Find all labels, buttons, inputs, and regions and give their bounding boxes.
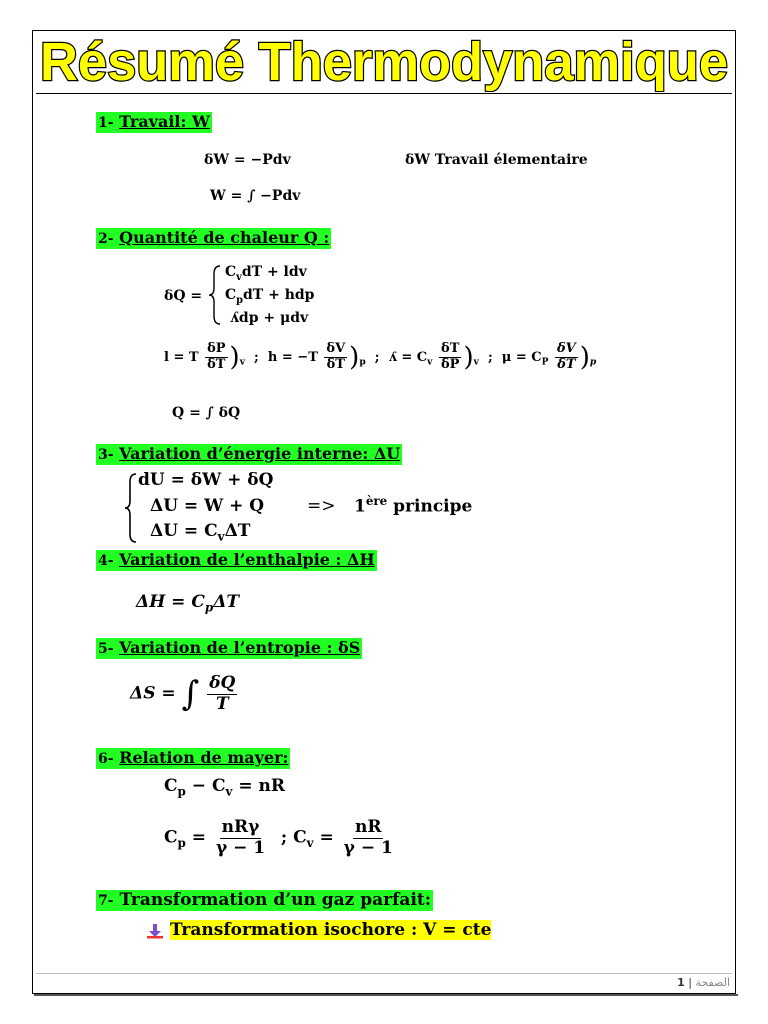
heat-case-cp: $C_pdT$ + hdp <box>225 287 315 306</box>
section-5-heading: 5- Variation de l’entropie : δS <box>98 638 361 657</box>
heat-lhs: δQ = <box>164 288 203 304</box>
heat-case-cv: $C_vdT$ + ldv <box>225 264 307 283</box>
first-principle: 1ère principe <box>354 494 473 517</box>
internal-energy-eq3: $\Delta U = C_v\Delta T$ <box>150 521 251 544</box>
section-6-heading: 6- Relation de mayer: <box>98 748 289 767</box>
section-2-heading: 2- Quantité de chaleur Q : <box>98 228 330 247</box>
footer-rule <box>36 973 732 974</box>
isochoric-bullet: Transformation isochore : V = cte <box>146 920 491 940</box>
footer-page-label: الصفحة <box>695 976 730 989</box>
heat-integral-equation: Q = ∫ δQ <box>172 405 241 421</box>
work-elementary-equation: δW = −Pdv <box>204 152 291 168</box>
enthalpy-equation: $\Delta H = C_p\Delta T$ <box>136 592 240 615</box>
implies-arrow: => <box>307 496 336 516</box>
section-7-heading: 7- Transformation d’un gaz parfait: <box>98 890 432 910</box>
page-footer: الصفحة | 1 <box>677 976 730 989</box>
heat-capacities-gamma: $C_p$ = $\frac{\text{nRγ}}{\gamma - 1}$ ; $C_v$ = $\frac{nR}{\gamma - 1}$ <box>164 817 393 858</box>
calorimetric-coefficients: l = T $\frac{\delta P}{\delta T}$ )$_v$ ; h = −T $\frac{\delta V}{\delta T}$ )$_p$ ; ʎ = $C_v$ $\frac{\delta T}{\delta P}$ )$_v$ ; $\mu = C_P$ $\frac{\delta V}{\delta T}$ )$_p$ <box>164 341 597 373</box>
title-rule <box>36 93 732 94</box>
section-1-heading: 1- Travail: W <box>98 112 210 131</box>
arrow-bullet-icon <box>146 923 164 939</box>
heat-brace <box>208 264 224 326</box>
heat-case-lambda: ʎdp + μdv <box>230 310 309 326</box>
internal-energy-eq2: ΔU = W + Q <box>150 496 265 516</box>
title-text: Résumé Thermodynamique <box>40 32 728 92</box>
internal-energy-eq1: dU = δW + δQ <box>138 470 274 490</box>
mayer-relation: $C_p - C_v$ = nR <box>164 776 285 799</box>
footer-page-number: 1 <box>677 976 685 989</box>
work-integral-equation: W = ∫ −Pdv <box>210 188 301 204</box>
work-elementary-note: δW Travail élementaire <box>405 152 588 168</box>
section-3-heading: 3- Variation d’énergie interne: ΔU <box>98 444 401 463</box>
entropy-equation: ΔS = ∫ $\frac{\delta Q}{T}$ <box>130 673 236 715</box>
page-title <box>36 28 736 92</box>
section-4-heading: 4- Variation de l’enthalpie : ΔH <box>98 550 375 569</box>
